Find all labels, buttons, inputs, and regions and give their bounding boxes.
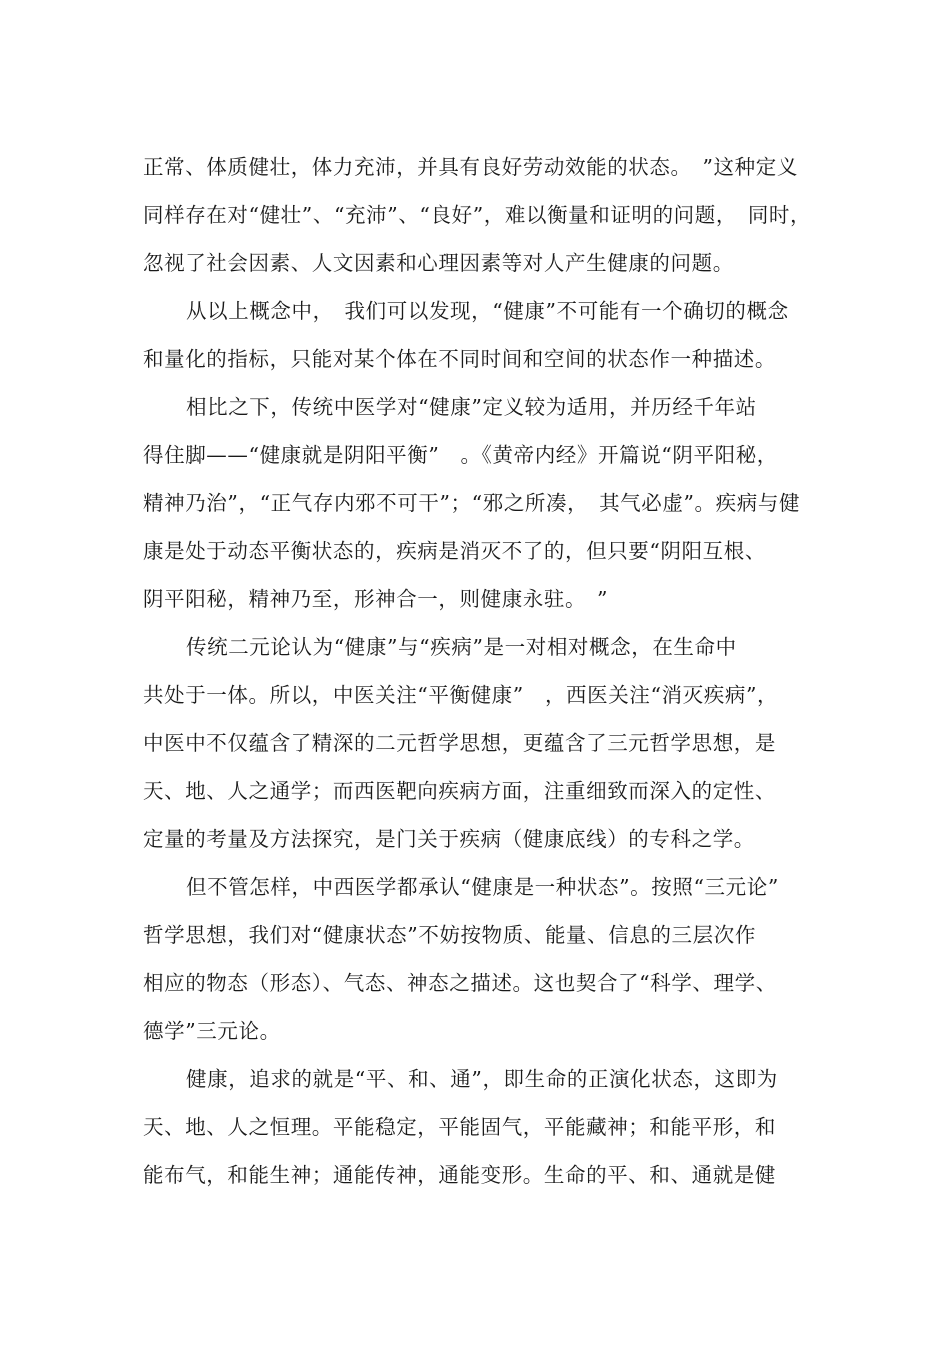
- text-line-9: 康是处于动态平衡状态的，疾病是消灭不了的，但只要“阴阳互根、: [143, 539, 766, 563]
- text-line-4: 从以上概念中， 我们可以发现，“健康”不可能有一个确切的概念: [186, 299, 789, 323]
- text-line-3: 忽视了社会因素、人文因素和心理因素等对人产生健康的问题。: [143, 251, 734, 275]
- text-line-8: 精神乃治”，“正气存内邪不可干”；“邪之所凑， 其气必虚”。疾病与健: [143, 491, 801, 515]
- text-line-14: 天、地、人之通学；而西医靶向疾病方面，注重细致而深入的定性、: [143, 779, 776, 803]
- text-line-19: 德学”三元论。: [143, 1019, 281, 1043]
- text-line-22: 能布气，和能生神；通能传神，通能变形。生命的平、和、通就是健: [143, 1163, 776, 1187]
- text-line-17: 哲学思想，我们对“健康状态”不妨按物质、能量、信息的三层次作: [143, 923, 756, 947]
- text-line-18: 相应的物态（形态）、气态、神态之描述。这也契合了“科学、理学、: [143, 971, 777, 995]
- text-line-5: 和量化的指标，只能对某个体在不同时间和空间的状态作一种描述。: [143, 347, 776, 371]
- text-line-21: 天、地、人之恒理。平能稳定，平能固气，平能藏神；和能平形，和: [143, 1115, 776, 1139]
- text-line-7: 得住脚——“健康就是阴阳平衡” 。《黄帝内经》开篇说“阴平阳秘，: [143, 443, 778, 467]
- text-line-12: 共处于一体。所以，中医关注“平衡健康” ，西医关注“消灭疾病”，: [143, 683, 779, 707]
- text-line-13: 中医中不仅蕴含了精深的二元哲学思想，更蕴含了三元哲学思想，是: [143, 731, 776, 755]
- text-line-11: 传统二元论认为“健康”与“疾病”是一对相对概念，在生命中: [186, 635, 737, 659]
- text-line-6: 相比之下，传统中医学对“健康”定义较为适用，并历经千年站: [186, 395, 757, 419]
- text-line-2: 同样存在对“健壮”、“充沛”、“良好”，难以衡量和证明的问题， 同时，: [143, 203, 812, 227]
- text-line-15: 定量的考量及方法探究，是门关于疾病（健康底线）的专科之学。: [143, 827, 755, 851]
- text-line-16: 但不管怎样，中西医学都承认“健康是一种状态”。按照“三元论”: [186, 875, 779, 899]
- text-line-10: 阴平阳秘，精神乃至，形神合一，则健康永驻。 ”: [143, 587, 609, 611]
- text-line-20: 健康，追求的就是“平、和、通”，即生命的正演化状态，这即为: [186, 1067, 778, 1091]
- text-line-1: 正常、体质健壮，体力充沛，并具有良好劳动效能的状态。 ”这种定义: [143, 155, 798, 179]
